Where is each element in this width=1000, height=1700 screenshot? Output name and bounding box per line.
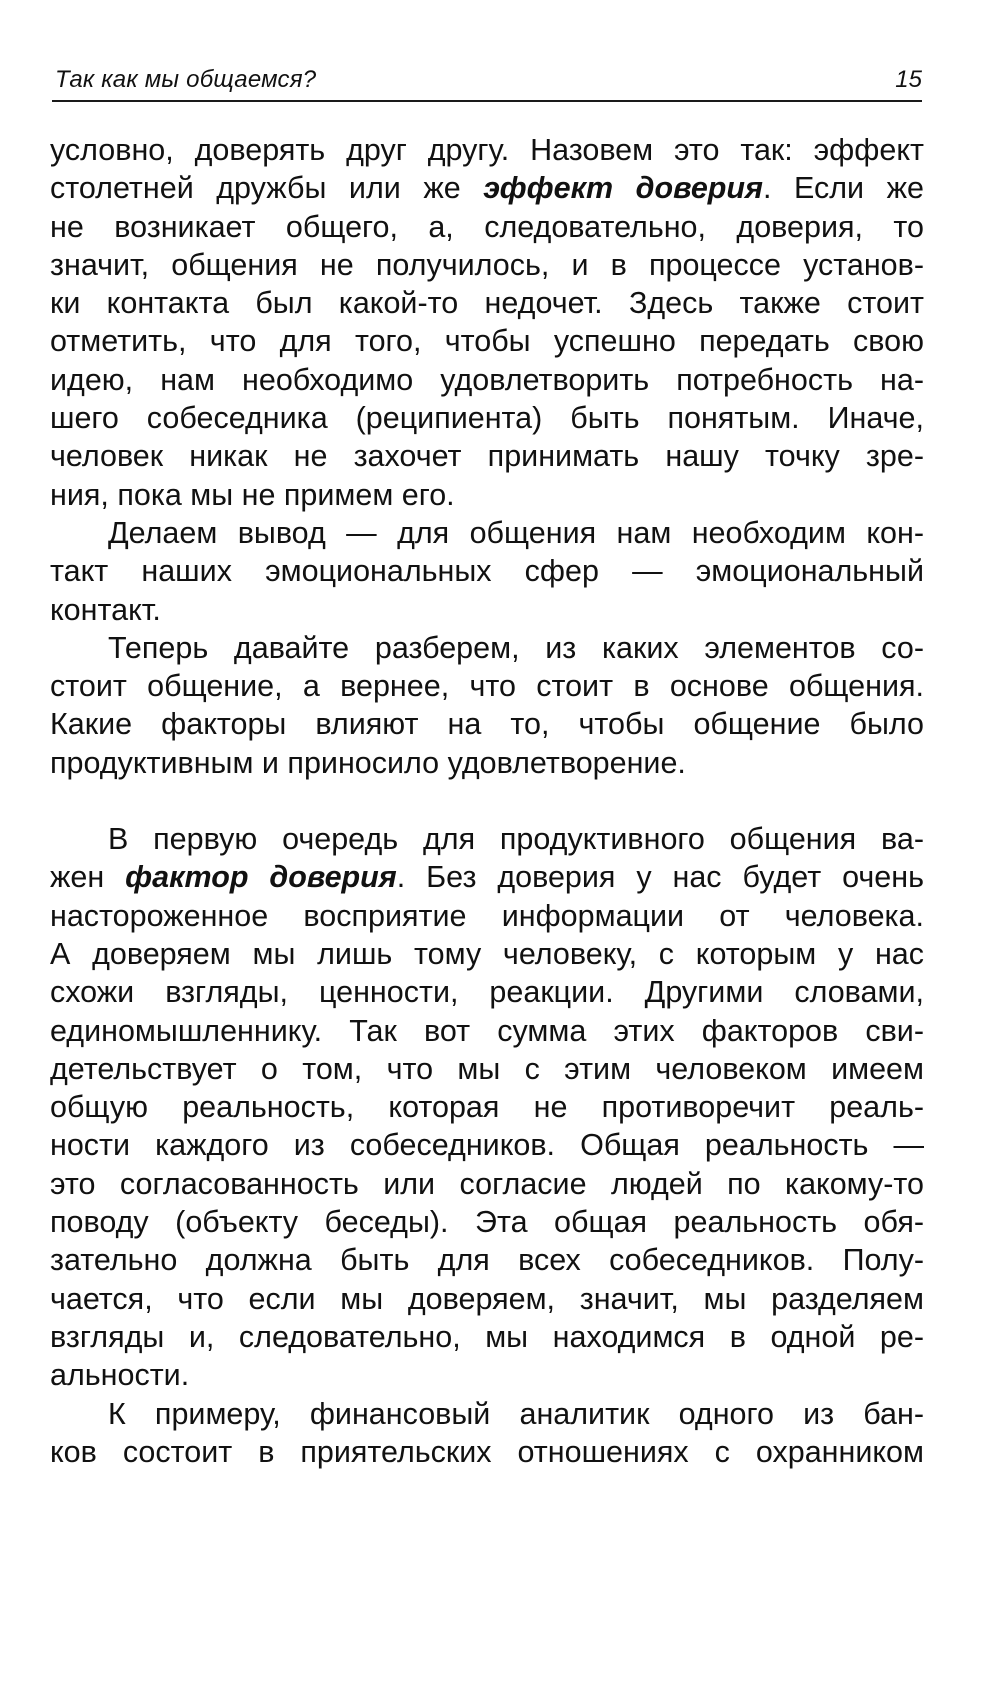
text-line <box>50 322 924 360</box>
text-line <box>50 399 924 437</box>
text-run: такт наших эмоциональных сфер — эмоциональный <box>50 554 924 589</box>
text-run: ков состоит в приятельских отношениях с охранником <box>50 1434 924 1469</box>
text-line <box>50 935 924 973</box>
text-line <box>50 1280 924 1318</box>
text-line <box>50 476 924 514</box>
text-run: схожи взгляды, ценности, реакции. Другими словами, <box>50 975 924 1010</box>
text-line <box>50 744 924 782</box>
text-line <box>50 820 924 858</box>
emphasized-term: фактор доверия <box>125 860 397 895</box>
text-run: столетней дружбы или же <box>50 171 484 206</box>
text-line <box>50 1012 924 1050</box>
text-line <box>50 705 924 743</box>
text-line <box>50 169 924 207</box>
text-line <box>50 437 924 475</box>
paragraph <box>50 131 924 514</box>
text-run: взгляды и, следовательно, мы находимся в одной ре- <box>50 1319 924 1354</box>
text-run: . Если же <box>763 171 924 206</box>
text-run: ности каждого из собеседников. Общая реальность — <box>50 1128 924 1163</box>
text-line <box>50 1126 924 1164</box>
text-run: жен <box>50 860 126 895</box>
text-run: шего собеседника (реципиента) быть понятым. Иначе, <box>50 401 924 436</box>
running-head <box>52 60 922 102</box>
text-line <box>50 1318 924 1356</box>
text-run: ки контакта был какой-то недочет. Здесь также стоит <box>50 286 924 321</box>
text-line <box>50 1165 924 1203</box>
text-run: отметить, что для того, чтобы успешно передать свою <box>50 324 924 359</box>
text-line <box>50 1241 924 1279</box>
text-run: стоит общение, а вернее, что стоит в основе общения. <box>50 669 924 704</box>
text-run: чается, что если мы доверяем, значит, мы разделяем <box>50 1281 924 1316</box>
text-line <box>50 1203 924 1241</box>
text-line <box>50 1088 924 1126</box>
text-run: Какие факторы влияют на то, чтобы общение было <box>50 707 924 742</box>
text-run: значит, общения не получилось, и в процессе установ- <box>50 247 924 282</box>
text-run: идею, нам необходимо удовлетворить потребность на- <box>50 362 924 397</box>
text-line <box>50 667 924 705</box>
text-line <box>50 591 924 629</box>
text-line <box>50 131 924 169</box>
text-run: контакт. <box>50 592 161 627</box>
paragraph <box>50 820 924 1394</box>
paragraph <box>50 514 924 629</box>
text-line <box>50 552 924 590</box>
text-run: ния, пока мы не примем его. <box>50 477 455 512</box>
text-run: Теперь давайте разберем, из каких элементов со- <box>108 630 924 665</box>
text-run: Делаем вывод — для общения нам необходим кон- <box>108 515 924 550</box>
text-run: не возникает общего, а, следовательно, доверия, то <box>50 209 924 244</box>
text-run: человек никак не захочет принимать нашу точку зре- <box>50 439 924 474</box>
text-run: общую реальность, которая не противоречит реаль- <box>50 1090 924 1125</box>
text-line <box>50 973 924 1011</box>
text-line <box>50 514 924 552</box>
text-line <box>50 246 924 284</box>
text-line <box>50 1433 924 1471</box>
text-line <box>50 284 924 322</box>
text-line <box>50 1395 924 1433</box>
text-line <box>50 897 924 935</box>
text-run: В первую очередь для продуктивного общения ва- <box>108 822 924 857</box>
text-run: альности. <box>50 1358 190 1393</box>
text-run: детельствует о том, что мы с этим человеком имеем <box>50 1051 924 1086</box>
text-run: зательно должна быть для всех собеседников. Полу- <box>50 1243 924 1278</box>
text-line <box>50 1050 924 1088</box>
page-number: 15 <box>895 66 922 93</box>
text-run: А доверяем мы лишь тому человеку, с которым у нас <box>50 936 924 971</box>
text-line <box>50 361 924 399</box>
text-run: настороженное восприятие информации от человека. <box>50 898 924 933</box>
text-line <box>50 629 924 667</box>
text-run: единомышленнику. Так вот сумма этих факторов сви- <box>50 1013 924 1048</box>
text-run: продуктивным и приносило удовлетворение. <box>50 745 686 780</box>
body-text <box>50 131 924 1471</box>
running-title: Так как мы общаемся? <box>55 66 317 93</box>
paragraph-spacer <box>50 782 924 820</box>
text-run: это согласованность или согласие людей по какому-то <box>50 1166 924 1201</box>
text-run: поводу (объекту беседы). Эта общая реальность обя- <box>50 1205 924 1240</box>
text-run: К примеру, финансовый аналитик одного из бан- <box>108 1396 924 1431</box>
text-line <box>50 208 924 246</box>
text-line <box>50 1356 924 1394</box>
emphasized-term: эффект доверия <box>483 171 764 206</box>
paragraph <box>50 629 924 782</box>
text-line <box>50 858 924 896</box>
text-run: условно, доверять друг другу. Назовем это так: эффект <box>50 133 924 167</box>
text-run: . Без доверия у нас будет очень <box>396 860 924 895</box>
paragraph <box>50 1395 924 1472</box>
